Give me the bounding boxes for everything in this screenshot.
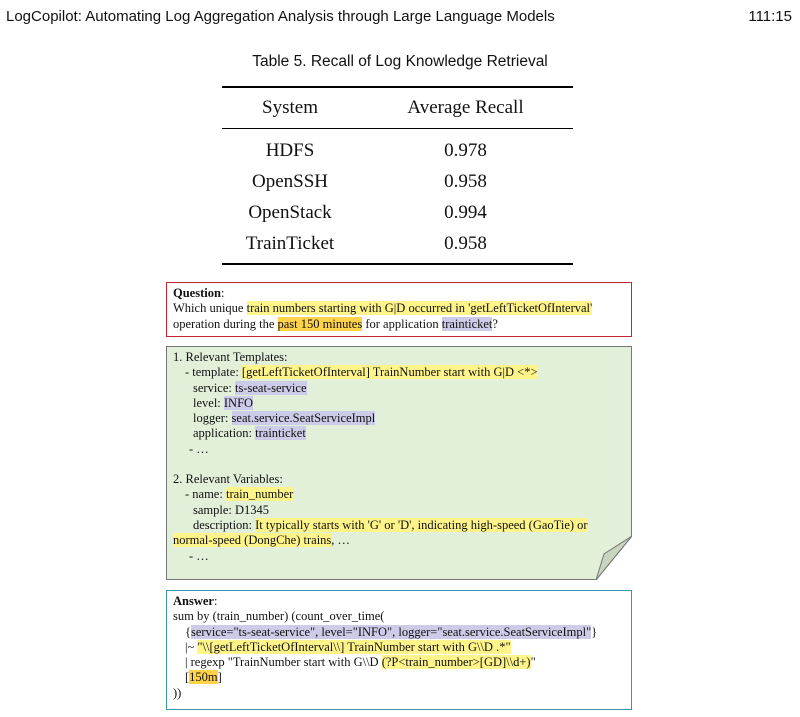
answer-label: Answer: [173, 594, 214, 608]
highlight-time: past 150 minutes: [277, 316, 363, 331]
field-label: level:: [193, 395, 224, 410]
query-line-4: [173, 655, 625, 670]
system-cell: OpenStack: [248, 201, 332, 223]
variable-name-value: train_number: [225, 487, 294, 502]
recall-cell: 0.958: [444, 170, 487, 192]
query-part: ": [530, 655, 536, 670]
answer-box: [166, 590, 632, 710]
question-label: Question: [173, 286, 221, 300]
question-text-part: operation during the: [173, 316, 278, 331]
table-bottom-rule: [222, 263, 573, 265]
question-text-part: for application: [362, 316, 442, 331]
question-label-line: Question:: [173, 286, 225, 300]
stream-selector: service="ts-seat-service", level="INFO", logger="seat.service.SeatServiceImpl": [191, 624, 592, 639]
query-line-6: )): [173, 685, 182, 700]
field-label: logger:: [193, 411, 232, 426]
line-filter: "\\[getLeftTicketOfInterval\\] TrainNumber start with G\\D .*": [197, 639, 511, 654]
query-part: [: [185, 670, 190, 685]
question-text: [173, 301, 625, 332]
name-line: [173, 487, 625, 502]
running-header: [6, 8, 792, 30]
description-line-continued: [173, 533, 625, 548]
regexp-extractor: (?P<train_number>[GD]\\d+): [381, 655, 531, 670]
spacer: [173, 457, 625, 472]
query-line-5: [173, 670, 625, 685]
query-part: }: [591, 624, 598, 639]
table-row: [222, 228, 573, 259]
logger-line: [173, 411, 625, 426]
query-part: {: [185, 624, 191, 639]
query-part: |~: [185, 639, 198, 654]
column-header-recall: Average Recall: [407, 97, 524, 118]
level-value: INFO: [223, 395, 254, 410]
system-cell: TrainTicket: [245, 232, 335, 254]
table-row: [222, 135, 573, 166]
service-value: ts-seat-service: [235, 380, 307, 395]
column-header-system: System: [262, 97, 318, 118]
templates-heading: 1. Relevant Templates:: [173, 350, 288, 364]
query-part: | regexp "TrainNumber start with G\\D: [185, 655, 382, 670]
description-value: It typically starts with 'G' or 'D', indicating high-speed (GaoTie) or: [255, 517, 588, 532]
question-text-part: ?: [492, 316, 498, 331]
application-value: trainticket: [255, 426, 306, 441]
table-header-row: [222, 88, 573, 128]
description-tail: , …: [331, 533, 351, 548]
field-label: - template:: [185, 365, 242, 380]
logger-value: seat.service.SeatServiceImpl: [231, 411, 376, 426]
ellipsis-line: - …: [189, 548, 209, 563]
level-line: [173, 396, 625, 411]
highlight-application: trainticket: [441, 316, 493, 331]
system-cell: HDFS: [265, 139, 315, 161]
query-line-2: [173, 625, 625, 640]
field-label: - name:: [185, 487, 226, 502]
page-fold-icon: [596, 536, 632, 580]
query-line-1: sum by (train_number) (count_over_time(: [173, 609, 385, 624]
template-value: [getLeftTicketOfInterval] TrainNumber start with G|D <*>: [241, 365, 538, 380]
system-cell: OpenSSH: [251, 170, 328, 192]
knowledge-context-box: [166, 346, 632, 580]
template-line: [173, 365, 625, 380]
application-line: [173, 426, 625, 441]
question-box: [166, 282, 632, 337]
table-body: [222, 129, 573, 263]
recall-table: [222, 86, 573, 265]
description-value: normal-speed (DongChe) trains: [173, 533, 332, 548]
question-text-part: Which unique: [173, 301, 247, 316]
highlight-entity: train numbers starting with G|D occurred in 'getLeftTicketOfInterval': [246, 301, 593, 316]
recall-cell: 0.978: [444, 139, 487, 161]
recall-cell: 0.958: [444, 232, 487, 254]
field-label: sample:: [193, 502, 236, 517]
query-line-3: [173, 640, 625, 655]
sample-value: D1345: [235, 502, 270, 517]
field-label: service:: [193, 380, 235, 395]
recall-cell: 0.994: [444, 201, 487, 223]
ellipsis-line: - …: [189, 441, 209, 456]
sample-line: [173, 503, 625, 518]
paper-title: LogCopilot: Automating Log Aggregation Analysis through Large Language Models: [6, 8, 555, 25]
field-label: application:: [193, 426, 256, 441]
variables-heading: 2. Relevant Variables:: [173, 472, 283, 487]
service-line: [173, 381, 625, 396]
description-line: [173, 518, 625, 533]
query-part: ]: [217, 670, 222, 685]
field-label: description:: [193, 517, 256, 532]
time-range: 150m: [189, 670, 218, 685]
answer-label-line: Answer:: [173, 594, 218, 608]
table-caption: Table 5. Recall of Log Knowledge Retrieval: [252, 53, 548, 70]
page-number: 111:15: [748, 8, 792, 25]
table-row: [222, 166, 573, 197]
table-row: [222, 197, 573, 228]
